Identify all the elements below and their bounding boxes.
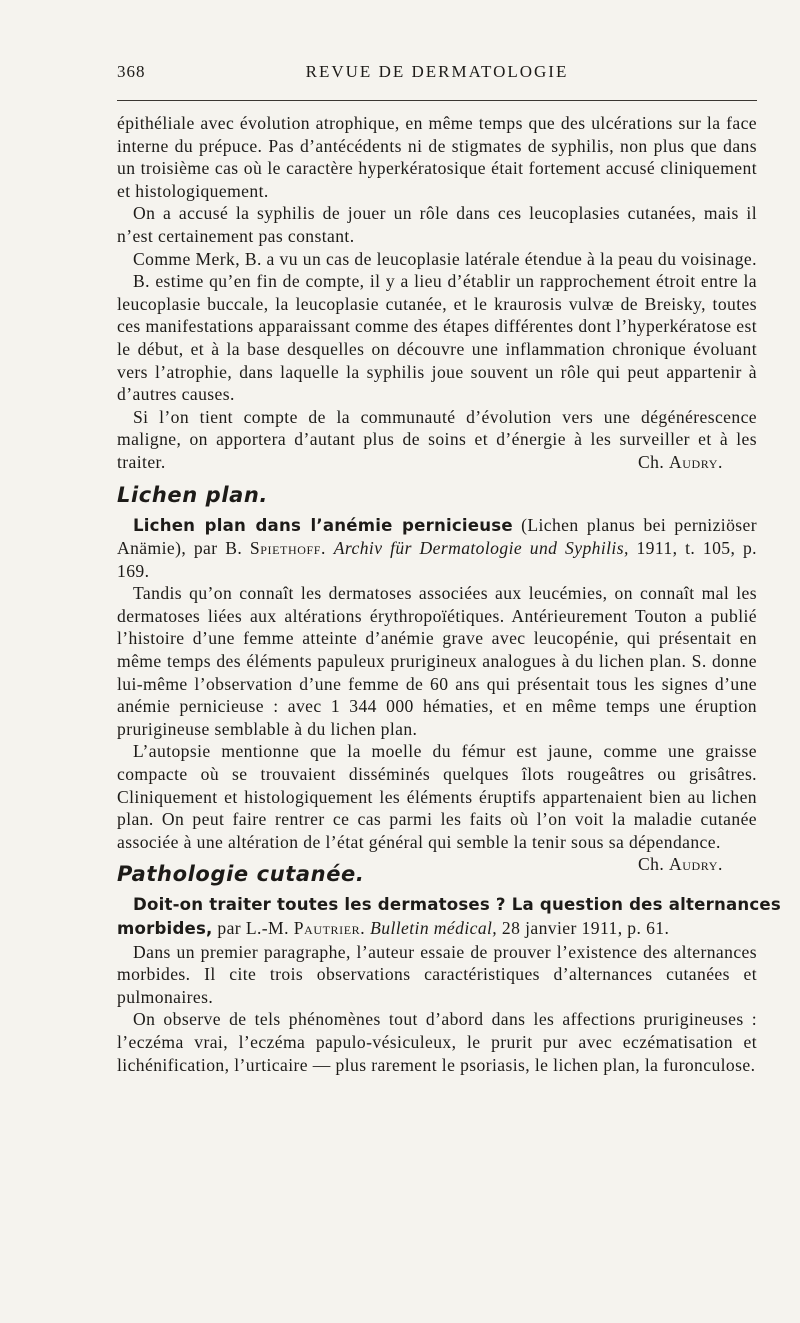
journal-title: Archiv für Dermatologie und Syphilis,: [333, 538, 629, 559]
running-header: [117, 62, 757, 88]
paragraph: On a accusé la syphilis de jouer un rôle dans ces leucoplasies cutanées, mais il n’est certainement pas constant.: [117, 203, 757, 246]
paragraph-text: L’autopsie mentionne que la moelle du fémur est jaune, comme une graisse compacte où se trouvaient disséminés quelques îlots rougeâtres ou grisâtres. Cliniquement et histologiquement les éléments éruptifs appartenaient bien au lichen plan. On peut faire rentrer ce cas parmi les faits où l’on voit la maladie cutanée associée à une altération de l’état général qui semble la tenir sous sa dépendance.: [117, 741, 757, 852]
article-title: Doit-on traiter toutes les dermatoses ? La question des alternances: [133, 895, 781, 915]
signature-prefix: Ch.: [638, 451, 665, 472]
header-rule: [117, 100, 757, 101]
article-details: 28 janvier 1911, p. 61.: [501, 918, 670, 938]
article-byline: par L.-M.: [217, 918, 289, 938]
paragraph: Tandis qu’on connaît les dermatoses associées aux leucémies, on connaît mal les dermatoses liées aux altérations érythropoïétiques. Antérieurement Touton a publié l’histoire d’une femme atteinte d’anémie grave avec leucopénie, qui présentait en même temps des éléments papuleux prurigineux analogues à du lichen plan. S. donne lui-même l’observation d’une femme de 60 ans qui présentait tous les signes d’une anémie pernicieuse : avec 1 344 000 hématies, et en même temps une éruption prurigineuse semblable à du lichen plan.: [117, 583, 757, 739]
article-title-continued: morbides,: [117, 919, 213, 938]
bibliographic-entry: [117, 893, 781, 940]
article-title: Lichen plan dans l’anémie pernicieuse: [133, 515, 513, 535]
article-body: [117, 112, 781, 1076]
running-title: REVUE DE DERMATOLOGIE: [305, 62, 569, 81]
signature-prefix: Ch.: [638, 854, 665, 875]
journal-title: Bulletin médical,: [370, 918, 498, 938]
paragraph: Dans un premier paragraphe, l’auteur essaie de prouver l’existence des alternances morbides. Il cite trois observations caractéristiques d’alternances cutanées et pulmonaires.: [117, 941, 757, 1007]
article-author: Spiethoff.: [249, 538, 327, 559]
paragraph: Comme Merk, B. a vu un cas de leucoplasie latérale étendue à la peau du voisinage.: [133, 248, 757, 269]
article-details: 1911, t. 105, p. 169.: [117, 538, 757, 581]
paragraph: épithéliale avec évolution atrophique, en même temps que des ulcérations sur la face interne du prépuce. Pas d’antécédents ni de stigmates de syphilis, non plus que dans un troisième cas où le caractère hyperkératosique était fortement accusé cliniquement et histologiquement.: [117, 113, 757, 201]
page-number: 368: [117, 62, 146, 81]
paragraph: B. estime qu’en fin de compte, il y a lieu d’établir un rapprochement étroit entre la leucoplasie buccale, la leucoplasie cutanée, et le kraurosis vulvæ de Breisky, toutes ces manifestations apparaissant comme des étapes différentes dont l’hyperkératose est le début, et à la base desquelles on découvre une inflammation chronique évoluant vers l’atrophie, dans laquelle la syphilis joue souvent un rôle qui peut appartenir à d’autres causes.: [117, 271, 757, 405]
paragraph: On observe de tels phénomènes tout d’abord dans les affections prurigineuses : l’eczéma vrai, l’eczéma papulo-vésiculeux, le prurit pur avec eczématisation et lichénification, l’urticaire — plus rarement le psoriasis, le lichen plan, la furonculose.: [117, 1009, 757, 1075]
bibliographic-entry: [117, 514, 757, 583]
section-heading: Pathologie cutanée.: [117, 862, 365, 887]
signature-name: Audry.: [668, 854, 723, 875]
signature: [622, 451, 723, 474]
section-heading: Lichen plan.: [117, 482, 269, 507]
paragraph: [117, 406, 757, 474]
article-author: Pautrier.: [293, 918, 366, 938]
signature-name: Audry.: [668, 451, 723, 472]
article-translation: (Lichen planus bei perniziöser Anämie), par B.: [117, 514, 757, 559]
signature: [622, 853, 723, 876]
paragraph-text: Si l’on tient compte de la communauté d’évolution vers une dégénérescence maligne, on apportera d’autant plus de soins et d’énergie à les surveiller et à les traiter.: [117, 406, 757, 472]
